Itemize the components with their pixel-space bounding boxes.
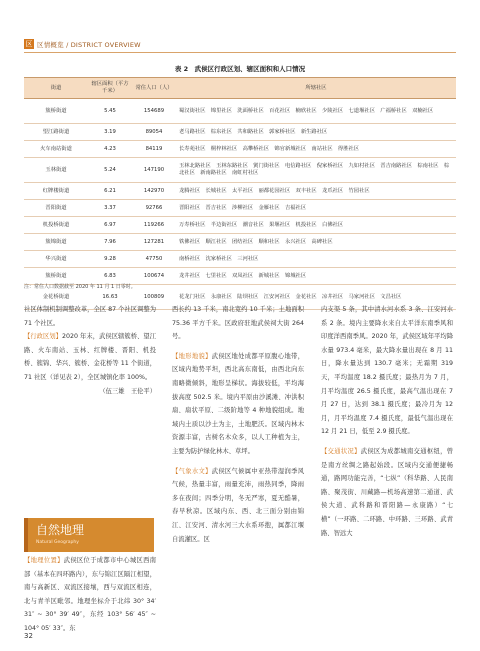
section-label: 【地形地貌】 [172, 352, 212, 360]
cell-population: 47750 [132, 251, 176, 268]
cell-communities: 龙井社区 七里社区 双凤社区 新城社区 锦城社区 [176, 268, 456, 285]
cell-population: 89054 [132, 124, 176, 141]
cell-area: 7.96 [88, 234, 132, 251]
table-header-row [24, 78, 456, 99]
cell-communities: 龙腾社区 长城社区 太平社区 丽都花园社区 双丰社区 龙爪社区 竹园社区 [176, 183, 456, 200]
cell-communities: 花龙门社区 永康社区 陆坝社区 江安河社区 金花社区 凉井社区 马家河社区 文昌社区 [176, 285, 456, 310]
paragraph-text: 武侯区为成都城南交通枢纽，曾是南方丝绸之路起始段。区域内交通便捷畅通，路网功能完善，“七纵”（科华路、人民南路、聚茂街、川藏路—机场高速第二通道、武侯大道、武科路和晋阳路—永康路）“七横”（一环路、二环路、中环路、三环路、武青路、智远大 [321, 447, 454, 537]
text-column-3 [321, 303, 453, 540]
cell-area: 6.83 [88, 268, 132, 285]
paragraph-admin [24, 330, 156, 384]
cell-communities: 铁佛社区 顺江社区 团结社区 顺和社区 永兴社区 高碑社区 [176, 234, 456, 251]
table-row [24, 183, 456, 200]
section-label: 【气象水文】 [172, 467, 212, 475]
cell-street: 玉林街道 [24, 158, 88, 183]
cell-population: 92766 [132, 200, 176, 217]
cell-street: 华兴街道 [24, 251, 88, 268]
table-row [24, 200, 456, 217]
cell-street: 簇桥街道 [24, 99, 88, 124]
cell-population: 154689 [132, 99, 176, 124]
cell-communities: 南桥社区 沈家桥社区 三河社区 [176, 251, 456, 268]
cell-population: 127281 [132, 234, 176, 251]
table-caption: 表 2 武侯区行政区划、辖区面积和人口情况 [174, 65, 306, 73]
text-column-1 [24, 303, 156, 398]
table-row [24, 124, 456, 141]
cell-area: 4.23 [88, 141, 132, 158]
table-row [24, 158, 456, 183]
cell-population: 100674 [132, 268, 176, 285]
col-header-street: 街道 [24, 78, 88, 99]
paragraph-location [24, 554, 156, 636]
cell-area: 3.37 [88, 200, 132, 217]
paragraph-climate [172, 465, 304, 547]
table-note: 注：常住人口数据截至 2020 年 11 月 1 日零时。 [24, 284, 136, 290]
paragraph-text: 武侯区地处成都平原腹心地带，区域内地势平坦，西北高东南低，由西北向东南略微倾斜，地形呈梯状。海拔较低，平均海拔高度 502.5 米。境内平原由沙溪滩、冲洪积扇、扇状平原、二级阶地等 4 种地貌组成。地域内土质以沙土为主，土地肥沃。区域内林木资源丰富，古树名木众多，以人工种植为主，主要为防护绿化林木、草坪。 [172, 352, 305, 455]
paragraph-terrain [172, 350, 304, 459]
cell-street: 金花桥街道 [24, 285, 88, 310]
cell-street: 晋阳街道 [24, 200, 88, 217]
section-label: 【交通状况】 [321, 447, 361, 455]
table-row [24, 141, 456, 158]
cell-street: 簇锦街道 [24, 234, 88, 251]
cell-communities: 老马路社区 棕东社区 共和路社区 郭家桥社区 新生路社区 [176, 124, 456, 141]
col-header-communities: 所辖社区 [176, 78, 456, 99]
paragraph: 社区体制机制调整改革，全区 87 个社区调整为 71 个社区。 [24, 306, 156, 327]
header-divider [24, 52, 456, 53]
table-row [24, 251, 456, 268]
cell-area: 9.28 [88, 251, 132, 268]
cell-area: 3.19 [88, 124, 132, 141]
cell-population: 84119 [132, 141, 176, 158]
section-label: 【地理位置】 [24, 557, 64, 564]
cell-communities: 玉林北路社区 玉林东路社区 黉门街社区 电信路社区 倪家桥社区 九如村社区 晋吉南路社区 棕南社区 棕北社区 新南路社区 南虹村社区 [176, 158, 456, 183]
table-row [24, 268, 456, 285]
cell-population: 142970 [132, 183, 176, 200]
cell-area: 6.21 [88, 183, 132, 200]
district-table [24, 77, 456, 310]
header-text: 区情概览 / DISTRICT OVERVIEW [37, 40, 141, 49]
cell-population: 100809 [132, 285, 176, 310]
section-banner [24, 518, 154, 552]
running-header [24, 38, 141, 50]
section-subtitle: Natural Geography [36, 540, 79, 545]
cell-population: 147190 [132, 158, 176, 183]
cell-area: 5.45 [88, 99, 132, 124]
paragraph: 内支渠 5 条，其中清水河水系 3 条、江安河水系 2 条。境内主要降水来自太平洋东南季风和印度洋西南季风。2020 年，武侯区域年平均降水量 973.4 毫米，最大降水量出现在 8 月 11 日，降水量达到 130.7 毫米；无霜期 319 天，平均温度 18.2 摄氏度；最热月为 7 月，月平均温度 26.5 摄氏度，最高气温出现在 7 月 27 日，达到 38.1 摄氏度；最冷月为 12 月，月平均温度 7.4 摄氏度，最低气温出现在 12 月 21 日，低至 2.9 摄氏度。 [321, 306, 453, 436]
cell-population: 119266 [132, 217, 176, 234]
paragraph-transport [321, 445, 453, 540]
cell-communities: 蜀汉街社区 锦里社区 洗面桥社区 百花社区 楠欣社区 少陵社区 七道堰社区 广福桥社区 双楠社区 [176, 99, 456, 124]
cell-communities: 长寿苑社区 桐梓林社区 高攀桥社区 锦官新城社区 南站社区 得胜社区 [176, 141, 456, 158]
cell-area: 6.97 [88, 217, 132, 234]
section-title: 自然地理 [36, 523, 85, 537]
cell-street: 望江路街道 [24, 124, 88, 141]
paragraph-text: 武侯区位于成都市中心城区西南部（基本在四环路内），东与锦江区隔江相望，南与高新区、双流区接壤，西与双流区相连，北与青羊区毗邻。地理坐标介于北纬 30° 34′ 31″ ~ 30° 39′ 49″，东经 103° 56′ 45″ ~ 104° 05′ 33″。东 [24, 557, 157, 632]
cell-street: 火车南站街道 [24, 141, 88, 158]
paragraph: 西长约 13 千米，南北宽约 10 千米；土地面积 75.36 平方千米。区政府驻地武侯祠大街 264 号。 [172, 306, 304, 341]
section-label: 【行政区划】 [24, 333, 62, 341]
district-icon: 区 [25, 40, 33, 48]
cell-street: 机投桥街道 [24, 217, 88, 234]
paragraph-text: 武侯区气候属中亚热带湿润季风气候，热量丰富，雨量充沛，雨热同季，降雨多在夜间；四季分明，冬无严寒，夏无酷暑，春早秋凉。区域内东、西、北三面分别由锦江、江安河、清水河三大水系环抱，属都江堰自流灌区。区 [172, 467, 305, 543]
cell-street: 簇桥街道 [24, 268, 88, 285]
col-header-population: 常住人口（人） [132, 78, 176, 99]
table-row [24, 99, 456, 124]
cell-area: 5.24 [88, 158, 132, 183]
page-number: 32 [24, 632, 33, 640]
cell-area: 16.63 [88, 285, 132, 310]
cell-street: 红牌楼街道 [24, 183, 88, 200]
col-header-area: 辖区面积（平方千米） [88, 78, 132, 99]
table-row [24, 217, 456, 234]
paragraph-text: 2020 年末，武侯区辖簇桥、望江路、火车南站、玉林、红牌楼、晋阳、机投桥、簇锦、华兴、簇桥、金花桥等 11 个街道，71 社区（详见表 2），全区城镇化率 100%。 [24, 333, 157, 381]
author-signature: （伍三雄 王伦平） [99, 387, 156, 395]
cell-communities: 万寿桥社区 半边街社区 潮音社区 果堰社区 机投社区 白佛社区 [176, 217, 456, 234]
text-column-1-lower [24, 554, 156, 636]
cell-communities: 晋阳社区 晋吉社区 涉柳社区 金雁社区 吉福社区 [176, 200, 456, 217]
table-row [24, 234, 456, 251]
text-column-2 [172, 303, 304, 546]
